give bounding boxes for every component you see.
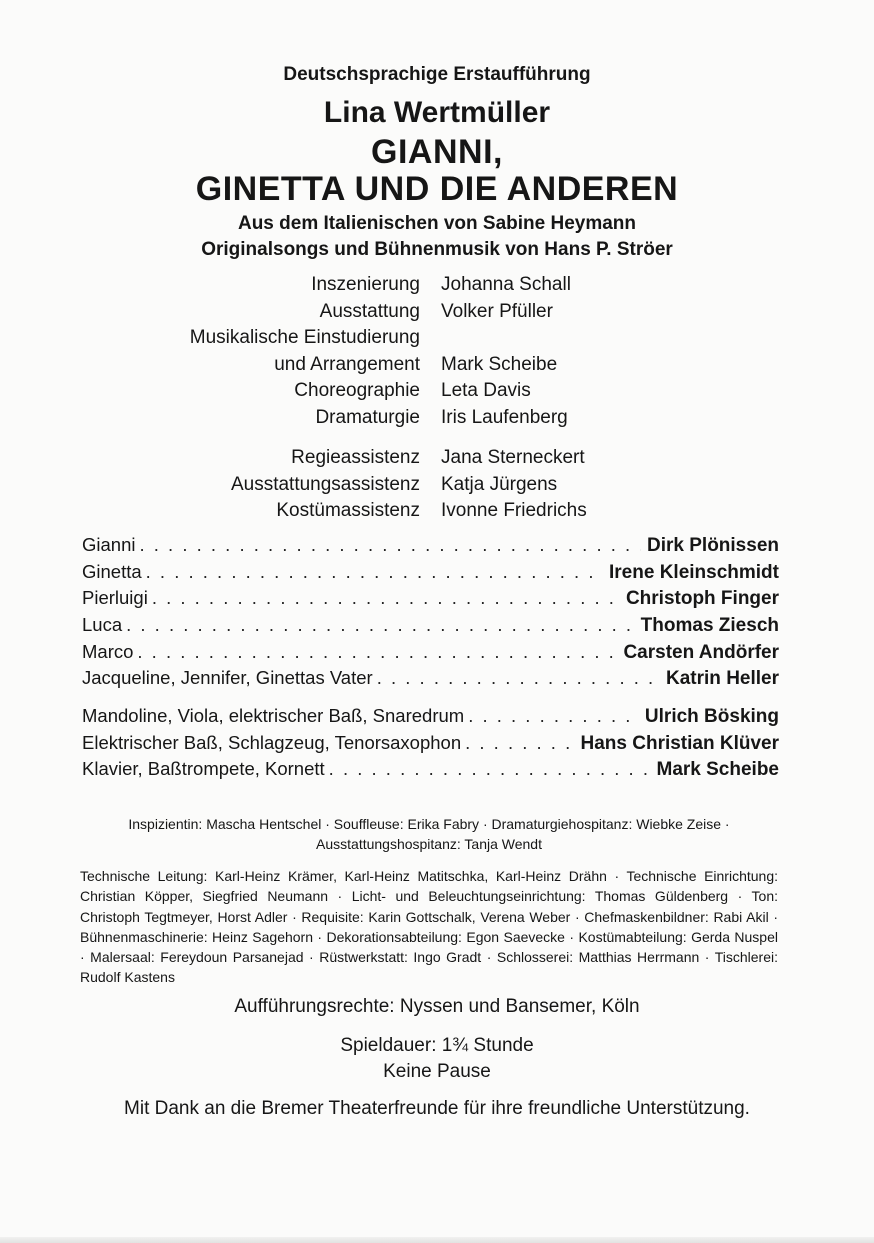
music-credit: Originalsongs und Bühnenmusik von Hans P. Ströer: [201, 239, 673, 260]
assistant-credits: [0, 447, 874, 527]
credit-role: Ausstattung: [319, 300, 420, 322]
credit-row: [0, 407, 874, 434]
cast-row: [82, 641, 779, 668]
author-name: Lina Wertmüller: [323, 96, 551, 129]
running-time: Spieldauer: 1¾ Stunde: [340, 1035, 534, 1056]
cast-actor: Irene Kleinschmidt: [609, 561, 779, 583]
technical-credits: Technische Leitung: Karl-Heinz Krämer, Karl-Heinz Matitschka, Karl-Heinz Drähn · Technische Einrichtung: Christian Köpper, Siegfried Neumann · Licht- und Beleuchtungseinrichtung: Thomas Güldenberg · Ton: Christoph Tegtmeyer, Horst Adler · Requisite: Karin Gottschalk, Verena Weber · Chefmaskenbildner: Rabi Akil · Bühnenmaschinerie: Heinz Sagehorn · Dekorationsabteilung: Egon Saevecke · Kostümabteilung: Gerda Nuspel · Malersaal: Fereydoun Parsanejad · Rüstwerkstatt: Ingo Gradt · Schlosserei: Matthias Herrmann · Tischlerei: Rudolf Kastens: [80, 868, 778, 986]
cast-actor: Carsten Andörfer: [623, 641, 779, 663]
dot-leader: [146, 561, 603, 583]
credit-person: Leta Davis: [441, 380, 531, 401]
credit-role: und Arrangement: [274, 353, 420, 375]
cast-part: Ginetta: [82, 560, 142, 582]
cast-part: Pierluigi: [82, 587, 148, 609]
cast-actor: Christoph Finger: [625, 588, 779, 610]
credit-role: Inszenierung: [311, 274, 420, 295]
performance-rights: Aufführungsrechte: Nyssen und Bansemer, Köln: [234, 996, 640, 1017]
dot-leader: [152, 587, 620, 609]
credit-row: [0, 274, 874, 301]
credit-person: Ivonne Friedrichs: [441, 500, 587, 521]
musician-name: Ulrich Bösking: [644, 706, 779, 727]
production-credits: [0, 274, 874, 433]
cast-row: [82, 614, 779, 641]
credit-row: [0, 474, 874, 501]
musician-name: Mark Scheibe: [656, 759, 779, 781]
credit-role: Ausstattungsassistenz: [230, 473, 420, 495]
cast-actor: Dirk Plönissen: [647, 535, 779, 556]
credit-row: [0, 380, 874, 407]
cast-row: [82, 534, 779, 561]
dot-leader: [137, 641, 617, 663]
credit-role: Regieassistenz: [291, 447, 420, 468]
credit-row: [0, 301, 874, 328]
credit-role: Dramaturgie: [315, 406, 420, 428]
cast-actor: Katrin Heller: [666, 668, 779, 690]
musician-row: [82, 758, 779, 785]
credit-person: Katja Jürgens: [441, 473, 558, 495]
cast-row: [82, 667, 779, 694]
cast-part: Jacqueline, Jennifer, Ginettas Vater: [82, 667, 373, 689]
dot-leader: [465, 732, 574, 754]
credit-person: Mark Scheibe: [441, 353, 558, 375]
cast-part: Gianni: [82, 534, 136, 555]
credit-role: Musikalische Einstudierung: [189, 327, 420, 348]
musician-row: [82, 705, 779, 732]
musician-instruments: Mandoline, Viola, elektrischer Baß, Snaredrum: [82, 705, 465, 726]
credit-row: [0, 327, 874, 354]
staff-credits: Inspizientin: Mascha Hentschel · Souffleuse: Erika Fabry · Dramaturgiehospitanz: Wiebke Zeise · Ausstattungshospitanz: Tanja Wendt: [128, 816, 730, 852]
translation-credit: Aus dem Italienischen von Sabine Heymann: [237, 213, 637, 234]
musician-list: [82, 705, 779, 785]
musician-name: Hans Christian Klüver: [580, 732, 779, 754]
credit-role: Kostümassistenz: [276, 500, 420, 521]
credit-person: Johanna Schall: [441, 274, 571, 295]
musician-row: [82, 732, 779, 759]
intermission-note: Keine Pause: [383, 1061, 491, 1082]
play-title-line2: GINETTA UND DIE ANDEREN: [195, 170, 679, 208]
credit-row: [0, 500, 874, 527]
dot-leader: [377, 667, 660, 689]
cast-part: Marco: [82, 640, 134, 662]
cast-list: [82, 534, 779, 694]
cast-row: [82, 561, 779, 588]
musician-instruments: Klavier, Baßtrompete, Kornett: [82, 758, 325, 780]
cast-part: Luca: [82, 614, 123, 636]
credit-role: Choreographie: [294, 380, 420, 401]
cast-actor: Thomas Ziesch: [640, 615, 779, 637]
credit-person: Jana Sterneckert: [441, 447, 585, 468]
page-edge: [0, 1237, 874, 1243]
premiere-label: Deutschsprachige Erstaufführung: [283, 64, 591, 85]
cast-row: [82, 587, 779, 614]
play-title-line1: GIANNI,: [371, 133, 503, 171]
credit-row: [0, 447, 874, 474]
dot-leader: [468, 705, 639, 727]
dot-leader: [126, 614, 635, 636]
acknowledgement: Mit Dank an die Bremer Theaterfreunde für ihre freundliche Unterstützung.: [124, 1098, 750, 1119]
musician-instruments: Elektrischer Baß, Schlagzeug, Tenorsaxophon: [82, 731, 462, 753]
dot-leader: [329, 758, 651, 780]
dot-leader: [139, 534, 641, 556]
credit-person: Iris Laufenberg: [441, 406, 568, 428]
credit-person: Volker Pfüller: [441, 300, 553, 322]
credit-row: [0, 354, 874, 381]
